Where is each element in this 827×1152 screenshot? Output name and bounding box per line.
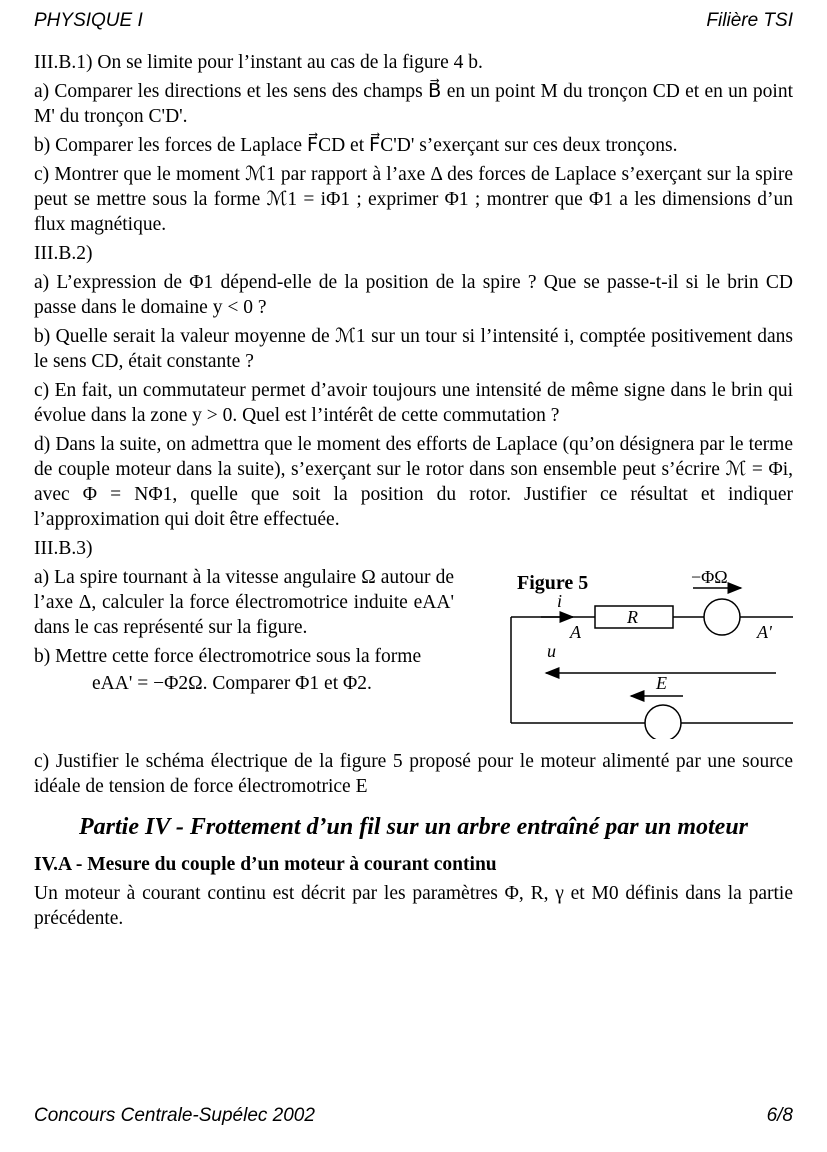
page-footer-page-number: 6/8 [766, 1105, 793, 1126]
page-footer-contest: Concours Centrale-Supélec 2002 [34, 1105, 315, 1126]
equation-b3b: eAA' = −Φ2Ω. Comparer Φ1 et Φ2. [92, 673, 372, 694]
label-E: E [656, 673, 667, 693]
question-b2c: c) En fait, un commutateur permet d’avoir toujours une intensité de même signe dans le brin qui évolue dans la zone y > 0. Quel est l’intérêt de cette commutation ? [34, 380, 793, 426]
part-iv-title: Partie IV - Frottement d’un fil sur un arbre entraîné par un moteur [78, 814, 749, 840]
page-header-subject: PHYSIQUE I [34, 10, 143, 31]
voltage-source-E [645, 705, 681, 739]
label-source-top: −ΦΩ [691, 567, 728, 587]
label-u: u [547, 641, 556, 661]
question-b2a: a) L’expression de Φ1 dépend-elle de la position de la spire ? Que se passe-t-il si le brin CD passe dans le domaine y < 0 ? [34, 272, 793, 318]
question-b3c: c) Justifier le schéma électrique de la figure 5 proposé pour le moteur alimenté par une source idéale de tension de force électromotrice E [34, 751, 793, 797]
label-A: A [570, 622, 581, 642]
section-b2-heading: III.B.2) [34, 243, 93, 264]
page-content [34, 50, 793, 935]
label-R: R [627, 607, 638, 627]
source-motor-emf [704, 599, 740, 635]
question-b1a: a) Comparer les directions et les sens des champs B⃗ en un point M du tronçon CD et en un point M' du tronçon C'D'. [34, 81, 793, 127]
question-b2d: d) Dans la suite, on admettra que le moment des efforts de Laplace (qu’on désignera par le terme de couple moteur dans la suite), s’exerçant sur le rotor dans son ensemble peut s’écrire ℳ = Φi, avec Φ = NΦ1, quelle que soit la position du rotor. Justifier ce résultat et indiquer l’approximation qui doit être effectuée. [34, 434, 793, 530]
question-b3b: b) Mettre cette force électromotrice sous la forme [34, 646, 422, 667]
label-A-prime: A' [757, 622, 772, 642]
figure-side-text [34, 565, 454, 700]
section-b1-heading: III.B.1) On se limite pour l’instant au cas de la figure 4 b. [34, 52, 483, 73]
figure-row [34, 565, 793, 745]
question-b2b: b) Quelle serait la valeur moyenne de ℳ1 sur un tour si l’intensité i, comptée positivement dans le sens CD, était constante ? [34, 326, 793, 372]
figure-title: Figure 5 [517, 572, 589, 594]
question-b3a: a) La spire tournant à la vitesse angulaire Ω autour de l’axe Δ, calculer la force électromotrice induite eAA' dans le cas représenté sur la figure. [34, 567, 454, 638]
paragraph-iva: Un moteur à courant continu est décrit par les paramètres Φ, R, γ et M0 définis dans la partie précédente. [34, 883, 793, 929]
question-b1b: b) Comparer les forces de Laplace F⃗CD et F⃗C'D' s’exerçant sur ces deux tronçons. [34, 135, 678, 156]
section-b3-heading: III.B.3) [34, 538, 93, 559]
figure-5-circuit [471, 563, 793, 739]
subsection-iva-title: IV.A - Mesure du couple d’un moteur à courant continu [34, 854, 497, 875]
label-i: i [557, 591, 563, 611]
question-b1c: c) Montrer que le moment ℳ1 par rapport à l’axe Δ des forces de Laplace s’exerçant sur la spire peut se mettre sous la forme ℳ1 = iΦ1 ; exprimer Φ1 ; montrer que Φ1 a les dimensions d’un flux magnétique. [34, 164, 793, 235]
page-header-track: Filière TSI [706, 10, 793, 31]
